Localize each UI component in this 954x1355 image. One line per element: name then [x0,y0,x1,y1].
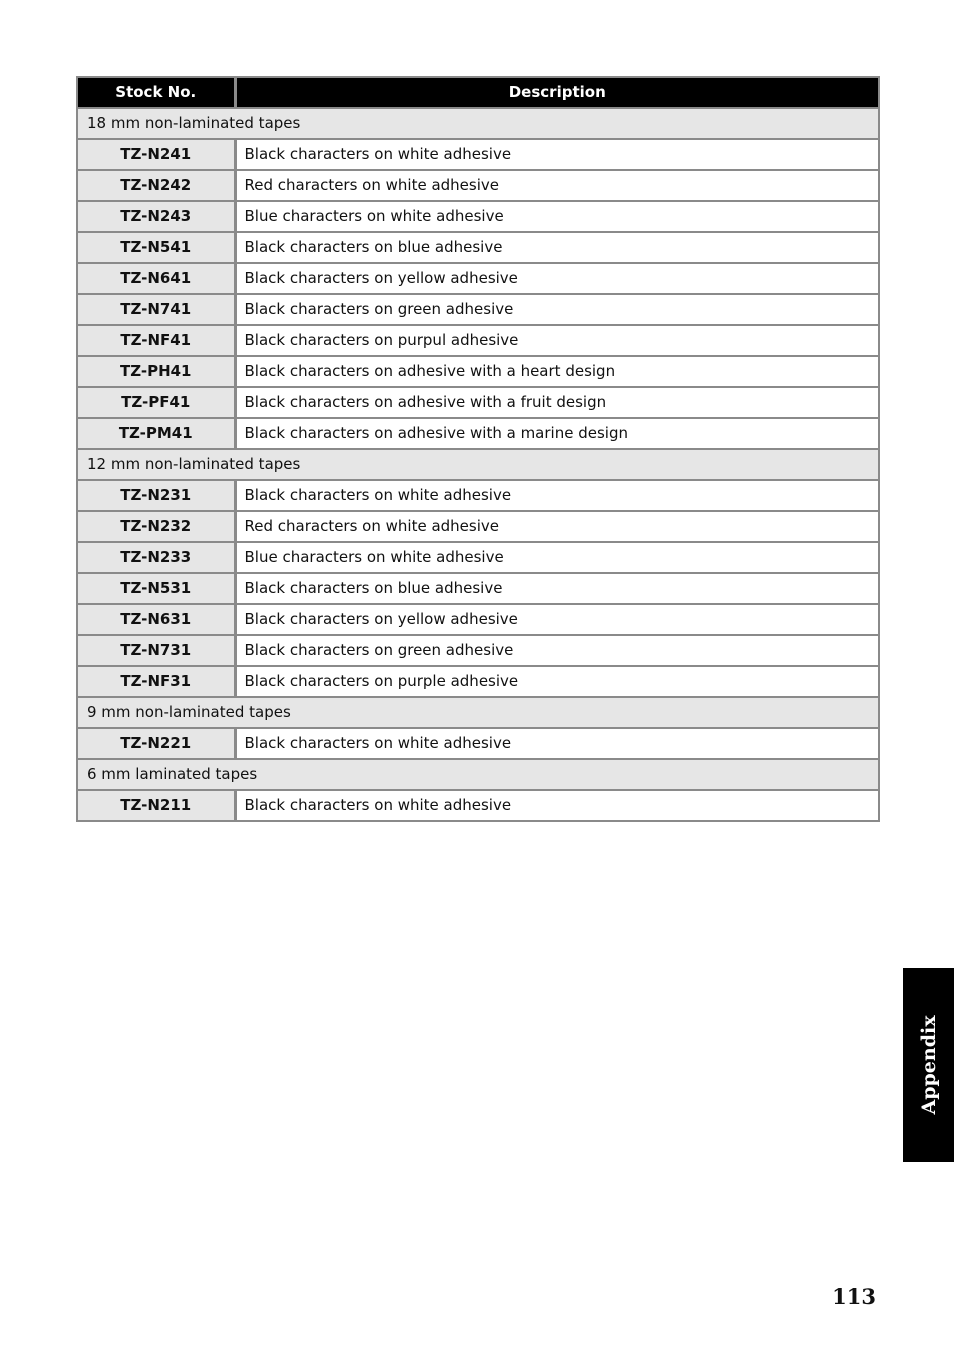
description-cell: Red characters on white adhesive [235,170,879,201]
stock-number-cell: TZ-NF31 [77,666,235,697]
description-header: Description [235,77,879,108]
description-cell: Black characters on green adhesive [235,294,879,325]
page-number: 113 [832,1284,876,1309]
group-row [77,759,879,790]
description-cell: Black characters on blue adhesive [235,573,879,604]
stock-number-cell: TZ-N242 [77,170,235,201]
stock-number-cell: TZ-N541 [77,232,235,263]
group-row [77,108,879,139]
stock-number-cell: TZ-N231 [77,480,235,511]
description-cell: Black characters on white adhesive [235,728,879,759]
table-row [77,263,879,294]
description-cell: Blue characters on white adhesive [235,201,879,232]
stock-number-cell: TZ-N531 [77,573,235,604]
table-row [77,201,879,232]
description-cell: Black characters on purpul adhesive [235,325,879,356]
table-row [77,511,879,542]
table-row [77,294,879,325]
description-cell: Black characters on adhesive with a heart design [235,356,879,387]
stock-number-cell: TZ-N741 [77,294,235,325]
table-row [77,666,879,697]
stock-number-cell: TZ-N631 [77,604,235,635]
table-row [77,139,879,170]
description-cell: Black characters on yellow adhesive [235,263,879,294]
stock-number-cell: TZ-PH41 [77,356,235,387]
table-row [77,325,879,356]
stock-number-cell: TZ-N211 [77,790,235,821]
tape-stock-table [76,76,880,822]
stock-number-cell: TZ-N221 [77,728,235,759]
table-row [77,604,879,635]
stock-number-cell: TZ-N243 [77,201,235,232]
description-cell: Black characters on blue adhesive [235,232,879,263]
table-row [77,418,879,449]
table-row [77,387,879,418]
appendix-side-tab [903,968,954,1162]
table-row [77,728,879,759]
stock-number-cell: TZ-N641 [77,263,235,294]
description-cell: Black characters on adhesive with a marine design [235,418,879,449]
description-cell: Black characters on purple adhesive [235,666,879,697]
stock-no-header: Stock No. [77,77,235,108]
group-title: 18 mm non-laminated tapes [77,108,879,139]
description-cell: Red characters on white adhesive [235,511,879,542]
stock-number-cell: TZ-N233 [77,542,235,573]
group-title: 9 mm non-laminated tapes [77,697,879,728]
description-cell: Blue characters on white adhesive [235,542,879,573]
table-header-row [77,77,879,108]
table-row [77,232,879,263]
table-row [77,170,879,201]
table-row [77,790,879,821]
table-header [77,77,879,108]
table-row [77,480,879,511]
stock-number-cell: TZ-NF41 [77,325,235,356]
description-cell: Black characters on white adhesive [235,139,879,170]
group-title: 6 mm laminated tapes [77,759,879,790]
description-cell: Black characters on adhesive with a fruit design [235,387,879,418]
stock-number-cell: TZ-N241 [77,139,235,170]
description-cell: Black characters on white adhesive [235,480,879,511]
stock-number-cell: TZ-PF41 [77,387,235,418]
stock-number-cell: TZ-N731 [77,635,235,666]
stock-number-cell: TZ-PM41 [77,418,235,449]
stock-number-cell: TZ-N232 [77,511,235,542]
description-cell: Black characters on green adhesive [235,635,879,666]
table-row [77,356,879,387]
table-row [77,635,879,666]
description-cell: Black characters on yellow adhesive [235,604,879,635]
table-row [77,542,879,573]
group-title: 12 mm non-laminated tapes [77,449,879,480]
appendix-tab-label: Appendix [917,1015,940,1115]
description-cell: Black characters on white adhesive [235,790,879,821]
table-body [77,108,879,821]
group-row [77,449,879,480]
table-row [77,573,879,604]
group-row [77,697,879,728]
